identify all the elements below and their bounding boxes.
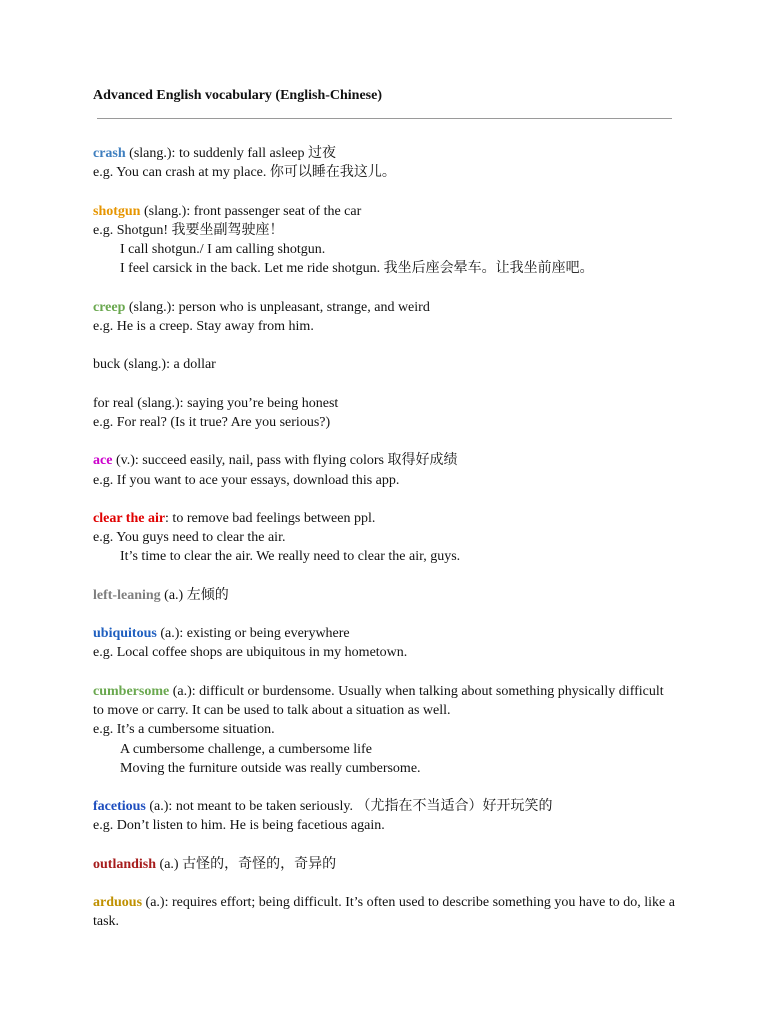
entry-definition-line	[93, 586, 678, 605]
vocab-term: creep	[93, 299, 126, 315]
vocab-entry	[93, 298, 678, 337]
vocab-entry	[93, 855, 678, 874]
entry-definition-line	[93, 451, 678, 470]
vocab-term: ace	[93, 453, 113, 469]
entry-definition-line	[93, 797, 678, 816]
vocab-entry	[93, 144, 678, 183]
vocab-entry	[93, 893, 678, 932]
vocab-example: I call shotgun./ I am calling shotgun.	[120, 242, 326, 258]
vocab-example: e.g. If you want to ace your essays, download this app.	[93, 472, 400, 488]
vocab-entry	[93, 586, 678, 605]
vocab-example: e.g. You guys need to clear the air.	[93, 530, 286, 546]
vocab-definition: buck (slang.): a dollar	[93, 357, 216, 373]
vocab-term: crash	[93, 146, 126, 161]
vocab-term: left-leaning	[93, 587, 161, 603]
vocab-example: e.g. He is a creep. Stay away from him.	[93, 319, 314, 335]
vocab-definition: : to remove bad feelings between ppl.	[165, 510, 376, 526]
vocab-definition: for real (slang.): saying you’re being honest	[93, 395, 339, 411]
vocab-entry	[93, 682, 678, 778]
entry-definition-line	[93, 855, 678, 874]
vocab-entry	[93, 624, 678, 663]
vocab-definition: (a.) 左倾的	[160, 587, 229, 603]
vocab-definition: (slang.): to suddenly fall asleep 过夜	[125, 146, 337, 161]
vocab-example: e.g. It’s a cumbersome situation.	[93, 722, 275, 738]
vocab-definition: (a.): not meant to be taken seriously. （尤指在不当适合）好开玩笑的	[145, 799, 553, 815]
vocab-entry	[93, 394, 678, 433]
vocab-example: A cumbersome challenge, a cumbersome life	[120, 741, 372, 757]
vocab-example: I feel carsick in the back. Let me ride shotgun. 我坐后座会晕车。让我坐前座吧。	[120, 261, 594, 277]
vocab-definition: (slang.): person who is unpleasant, strange, and weird	[125, 299, 430, 315]
vocab-example: e.g. Shotgun! 我要坐副驾驶座！	[93, 222, 284, 238]
entry-definition-line	[93, 682, 678, 721]
document-title: Advanced English vocabulary (English-Chinese)	[93, 88, 382, 103]
vocab-term: cumbersome	[93, 683, 170, 699]
vocab-term: arduous	[93, 895, 143, 911]
vocab-entry	[93, 509, 678, 567]
vocab-entry	[93, 797, 678, 836]
vocab-example: e.g. You can crash at my place. 你可以睡在我这儿。	[93, 165, 396, 181]
entry-definition-line	[93, 509, 678, 528]
vocab-definition: (slang.): front passenger seat of the car	[140, 203, 362, 219]
vocab-entry	[93, 202, 678, 279]
entry-definition-line	[93, 624, 678, 643]
vocab-example: e.g. For real? (Is it true? Are you serious?)	[93, 414, 331, 430]
entry-definition-line	[93, 355, 678, 374]
entry-definition-line	[93, 202, 678, 221]
vocab-entry	[93, 355, 678, 374]
vocab-definition: (a.): requires effort; being difficult. It’s often used to describe something you have to do, like a task.	[93, 895, 675, 930]
vocab-term: clear the air	[93, 510, 166, 526]
vocab-term: facetious	[93, 799, 146, 815]
vocab-term: shotgun	[93, 203, 141, 219]
vocab-example: It’s time to clear the air. We really need to clear the air, guys.	[120, 549, 461, 565]
vocab-example: e.g. Local coffee shops are ubiquitous in my hometown.	[93, 645, 408, 661]
entry-definition-line	[93, 893, 678, 932]
vocabulary-list	[93, 144, 678, 951]
entry-definition-line	[93, 298, 678, 317]
vocab-example: Moving the furniture outside was really cumbersome.	[120, 760, 421, 776]
vocab-term: ubiquitous	[93, 626, 157, 642]
vocab-definition: (a.): existing or being everywhere	[156, 626, 350, 642]
vocab-definition: (a.): difficult or burdensome. Usually when talking about something physically difficult to move or carry. It can be used to talk about a situation as well.	[93, 683, 664, 718]
entry-definition-line	[93, 394, 678, 413]
vocab-definition: (a.) 古怪的，奇怪的，奇异的	[156, 856, 337, 872]
vocab-example: e.g. Don’t listen to him. He is being facetious again.	[93, 818, 385, 834]
vocab-entry	[93, 451, 678, 490]
title-divider	[97, 118, 672, 119]
entry-definition-line	[93, 144, 678, 163]
vocab-term: outlandish	[93, 856, 157, 872]
vocab-definition: (v.): succeed easily, nail, pass with flying colors 取得好成绩	[112, 453, 458, 469]
